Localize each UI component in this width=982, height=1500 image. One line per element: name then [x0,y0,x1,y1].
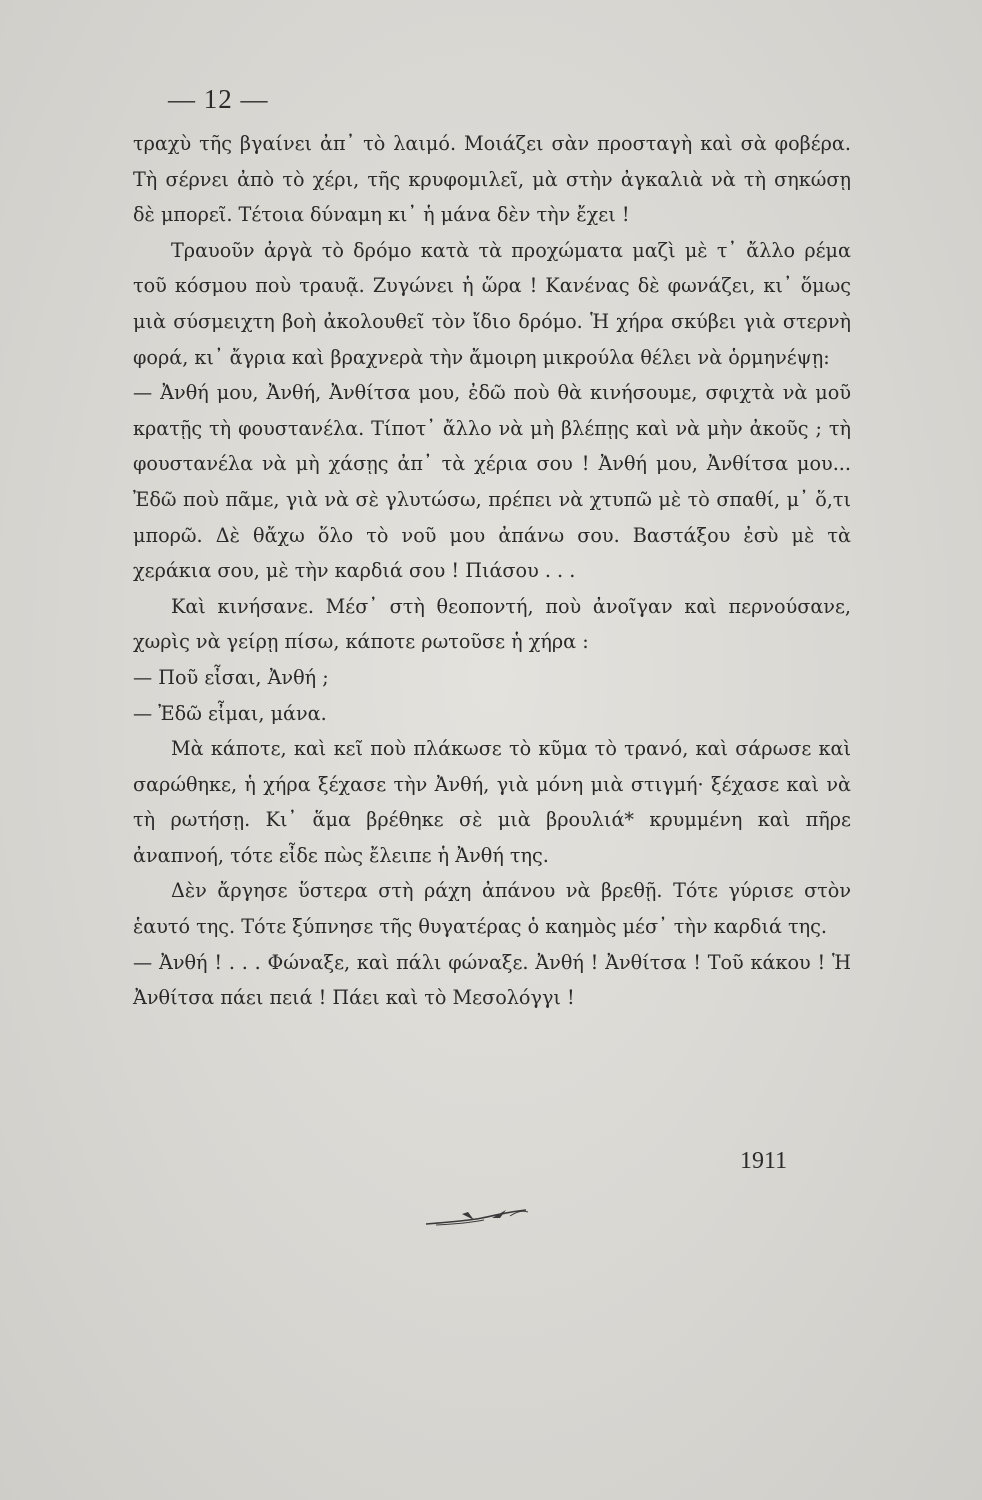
page-number: — 12 — [168,84,269,114]
paragraph: Δὲν ἄργησε ὕστερα στὴ ράχη ἀπάνου νὰ βρεθῇ. Τότε γύρισε στὸν ἑαυτό της. Τότε ξύπνησε τῆς θυγατέρας ὁ καημὸς μέσ᾽ τὴν καρδιά της. [133,879,851,939]
decorative-ornament-icon [422,1206,532,1230]
paragraph: Καὶ κινήσανε. Μέσ᾽ στὴ θεοποντή, ποὺ ἀνοῖγαν καὶ περνούσανε, χωρὶς νὰ γείρῃ πίσω, κάποτε ρωτοῦσε ἡ χήρα : [133,594,851,654]
dialogue-line: — Ποῦ εἶσαι, Ἀνθή ; [133,665,329,689]
paragraph: Μὰ κάποτε, καὶ κεῖ ποὺ πλάκωσε τὸ κῦμα τὸ τρανό, καὶ σάρωσε καὶ σαρώθηκε, ἡ χήρα ξέχασε τὴν Ἀνθή, γιὰ μόνη μιὰ στιγμή· ξέχασε καὶ νὰ τὴ ρωτήσῃ. Κι᾽ ἅμα βρέθηκε σὲ μιὰ βρουλιά* κρυμμένη καὶ πῆρε ἀναπνοή, τότε εἶδε πὼς ἔλειπε ἡ Ἀνθή της. [133,737,851,867]
dialogue-line: — Ἀνθή ! . . . Φώναξε, καὶ πάλι φώναξε. Ἀνθή ! Ἀνθίτσα ! Τοῦ κάκου ! Ἡ Ἀνθίτσα πάει πειά ! Πάει καὶ τὸ Μεσολόγγι ! [133,950,851,1010]
date-signature: 1911 [740,1148,788,1174]
paragraph: Τραυοῦν ἀργὰ τὸ δρόμο κατὰ τὰ προχώματα μαζὶ μὲ τ᾽ ἄλλο ρέμα τοῦ κόσμου ποὺ τραυᾷ. Ζυγώνει ἡ ὥρα ! Κανένας δὲ φωνάζει, κι᾽ ὅμως μιὰ σύσμειχτη βοὴ ἀκολουθεῖ τὸν ἴδιο δρόμο. Ἡ χήρα σκύβει γιὰ στερνὴ φορά, κι᾽ ἄγρια καὶ βραχνερὰ τὴν ἄμοιρη μικρούλα θέλει νὰ ὁρμηνέψῃ: [133,238,851,369]
dialogue-line: — Ἐδῶ εἶμαι, μάνα. [133,701,327,725]
dialogue-line: — Ἀνθή μου, Ἀνθή, Ἀνθίτσα μου, ἐδῶ ποὺ θὰ κινήσουμε, σφιχτὰ νὰ μοῦ κρατῇς τὴ φουστανέλα. Τίποτ᾽ ἄλλο νὰ μὴ βλέπῃς καὶ νὰ μὴν ἀκοῦς ; τὴ φουστανέλα νὰ μὴ χάσῃς ἀπ᾽ τὰ χέρια σου ! Ἀνθή μου, Ἀνθίτσα μου... Ἐδῶ ποὺ πᾶμε, γιὰ νὰ σὲ γλυτώσω, πρέπει νὰ χτυπῶ μὲ τὸ σπαθί, μ᾽ ὅ,τι μπορῶ. Δὲ θἄχω ὅλο τὸ νοῦ μου ἀπάνω σου. Βαστάξου ἐσὺ μὲ τὰ χεράκια σου, μὲ τὴν καρδιά σου ! Πιάσου . . . [133,381,851,583]
body-text [133,126,851,1016]
paragraph: τραχὺ τῆς βγαίνει ἀπ᾽ τὸ λαιμό. Μοιάζει σὰν προσταγὴ καὶ σὰ φοβέρα. Τὴ σέρνει ἀπὸ τὸ χέρι, τῆς κρυφομιλεῖ, μὰ στὴν ἀγκαλιὰ νὰ τὴ σηκώσῃ δὲ μπορεῖ. Τέτοια δύναμη κι᾽ ἡ μάνα δὲν τὴν ἔχει ! [133,132,851,227]
